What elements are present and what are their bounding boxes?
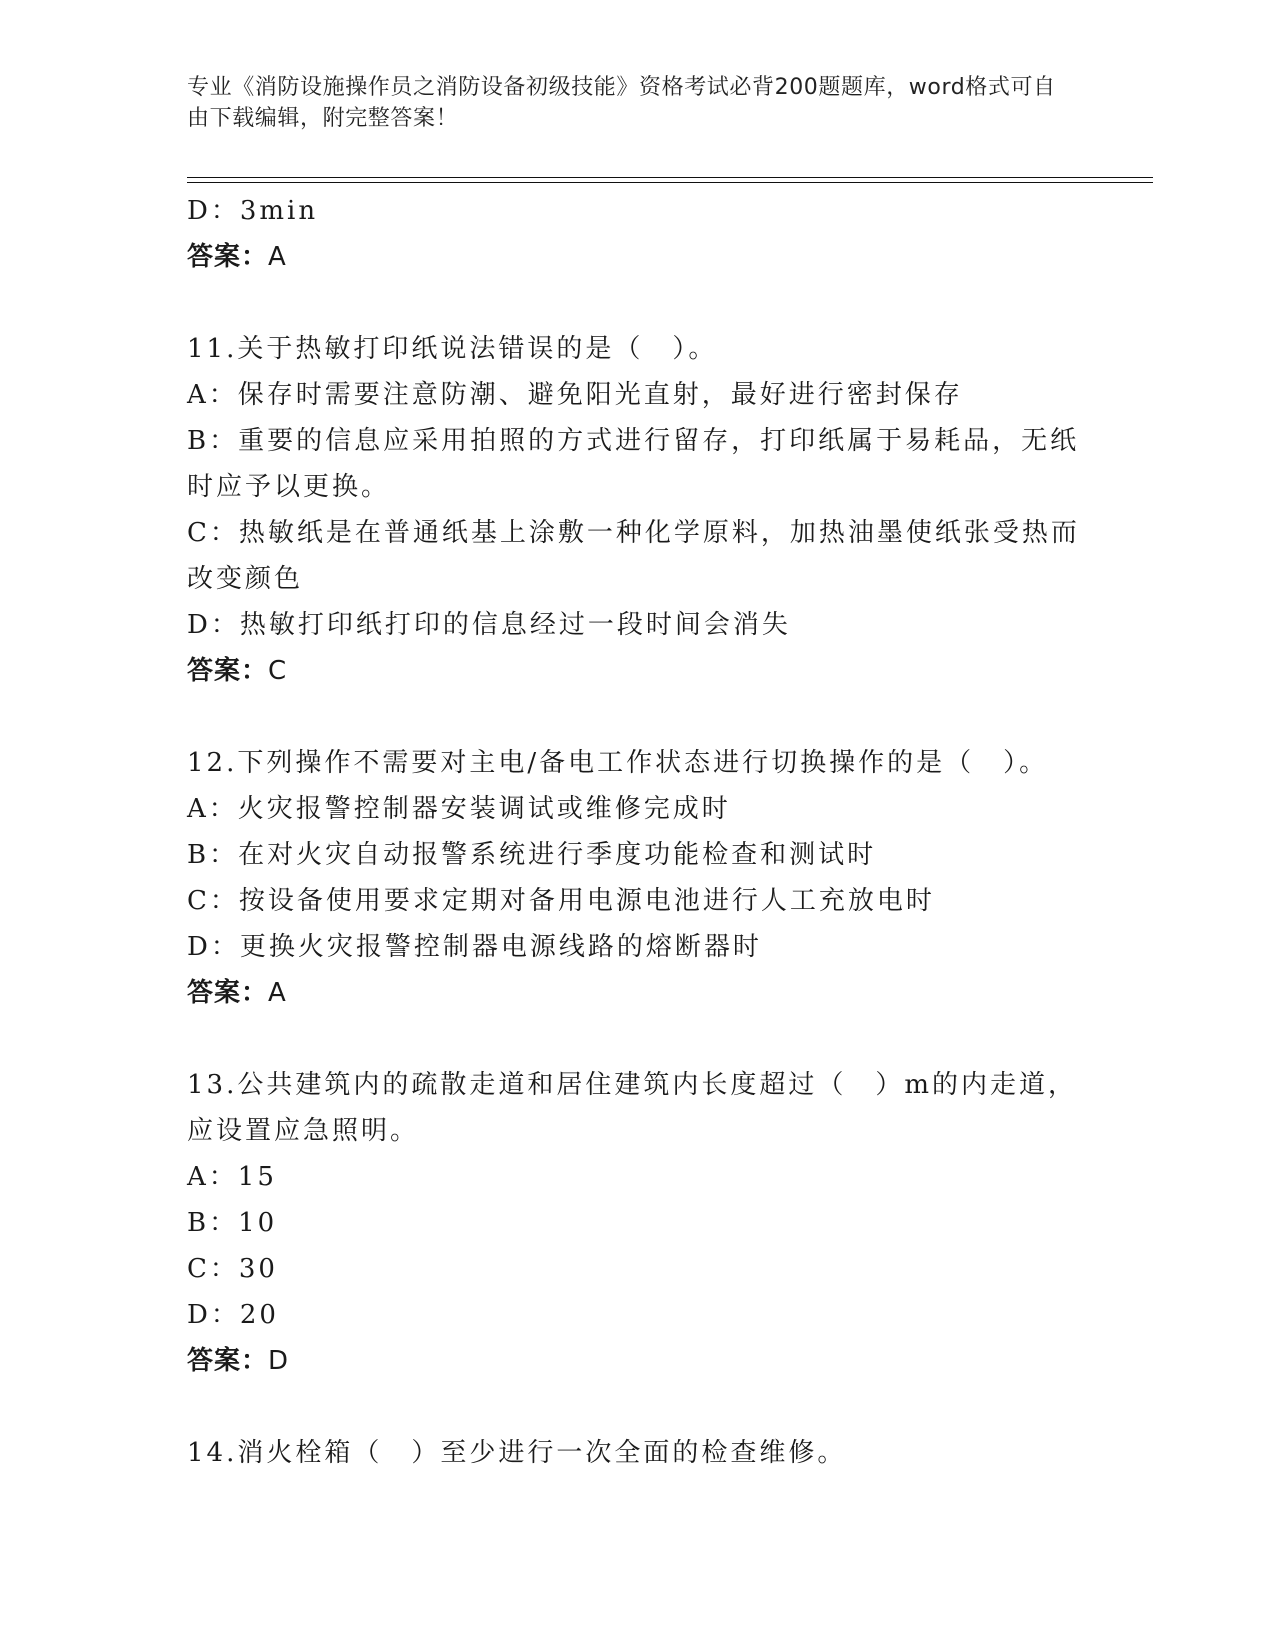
option-a: A：火灾报警控制器安装调试或维修完成时	[187, 794, 731, 824]
spacer	[187, 280, 1087, 326]
prev-answer	[187, 234, 1087, 280]
question-stem: 13.公共建筑内的疏散走道和居住建筑内长度超过（ ）m的内走道，应设置应急照明。	[187, 1070, 1078, 1146]
prev-option-d: D：3min	[187, 196, 319, 226]
header-title: 专业《消防设施操作员之消防设备初级技能》资格考试必背200题题库，word格式可自由下载编辑，附完整答案！	[187, 75, 1056, 131]
question-14	[187, 1430, 1087, 1476]
option-a: A：15	[187, 1162, 277, 1192]
answer-value: A	[268, 978, 287, 1008]
option-c: C：按设备使用要求定期对备用电源电池进行人工充放电时	[187, 886, 935, 916]
option-a: A：保存时需要注意防潮、避免阳光直射，最好进行密封保存	[187, 380, 963, 410]
option-d: D：20	[187, 1300, 279, 1330]
answer	[187, 1338, 1087, 1384]
question-11	[187, 326, 1087, 694]
answer-label: 答案：	[187, 656, 269, 686]
header-divider-bottom	[187, 182, 1153, 183]
question-stem: 12.下列操作不需要对主电/备电工作状态进行切换操作的是（ ）。	[187, 748, 1049, 778]
answer-value: D	[268, 1346, 290, 1376]
answer-label: 答案：	[187, 978, 269, 1008]
spacer	[187, 1384, 1087, 1430]
answer-label: 答案：	[187, 1346, 269, 1376]
question-content	[187, 188, 1087, 1476]
answer-label: 答案：	[187, 242, 269, 272]
answer	[187, 648, 1087, 694]
option-b: B：10	[187, 1208, 278, 1238]
answer-value: A	[268, 242, 287, 272]
header-divider-top	[187, 177, 1153, 178]
question-stem: 14.消火栓箱（ ）至少进行一次全面的检查维修。	[187, 1438, 847, 1468]
question-12	[187, 740, 1087, 1016]
document-header	[187, 72, 1067, 134]
question-13	[187, 1062, 1087, 1384]
option-c: C：30	[187, 1254, 278, 1284]
option-c: C：热敏纸是在普通纸基上涂敷一种化学原料，加热油墨使纸张受热而改变颜色	[187, 518, 1080, 594]
option-d: D：更换火灾报警控制器电源线路的熔断器时	[187, 932, 762, 962]
answer-value: C	[268, 656, 288, 686]
option-b: B：重要的信息应采用拍照的方式进行留存，打印纸属于易耗品，无纸时应予以更换。	[187, 426, 1080, 502]
option-d: D：热敏打印纸打印的信息经过一段时间会消失	[187, 610, 791, 640]
spacer	[187, 694, 1087, 740]
spacer	[187, 1016, 1087, 1062]
answer	[187, 970, 1087, 1016]
option-b: B：在对火灾自动报警系统进行季度功能检查和测试时	[187, 840, 877, 870]
question-stem: 11.关于热敏打印纸说法错误的是（ ）。	[187, 334, 718, 364]
